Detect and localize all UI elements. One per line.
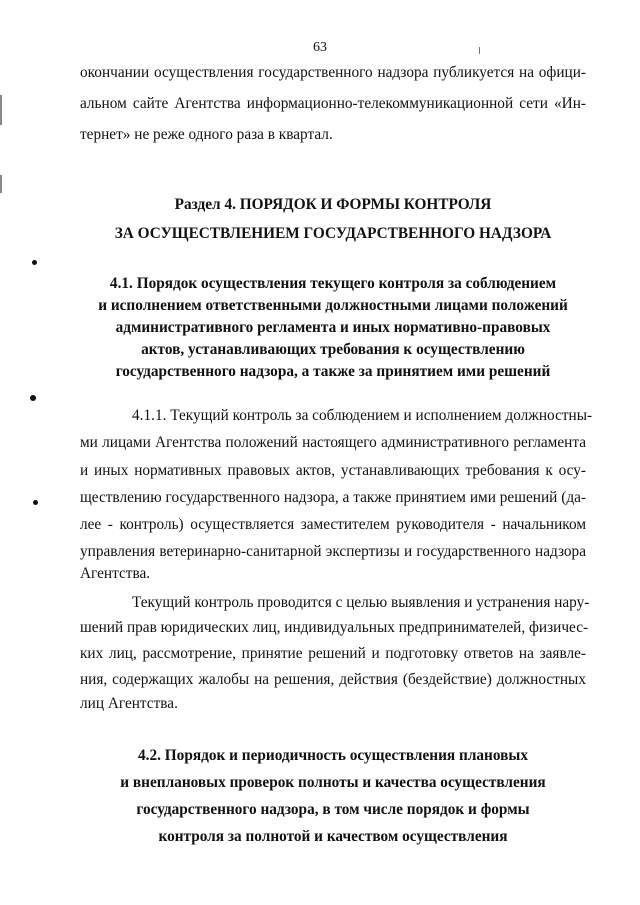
- paragraph-line: ких лиц, рассмотрение, принятие решений и подготовку ответов на заявле-: [80, 645, 586, 662]
- subsection-heading: государственного надзора, в том числе порядок и формы: [136, 801, 530, 818]
- subsection-heading: контроля за полнотой и качеством осуществления: [158, 828, 508, 845]
- intro-line: тернет» не реже одного раза в квартал.: [80, 126, 333, 143]
- paragraph-line: лиц Агентства.: [80, 695, 178, 712]
- margin-dot: [30, 395, 36, 401]
- page-number: 63: [313, 40, 327, 55]
- paragraph-line: и иных нормативных правовых актов, устанавливающих требования к осу-: [80, 462, 586, 479]
- intro-line: альном сайте Агентства информационно-телекоммуникационной сети «Ин-: [80, 95, 586, 112]
- paragraph-line: Агентства.: [80, 565, 151, 582]
- margin-dot: [32, 260, 37, 265]
- paragraph-line: Текущий контроль проводится с целью выявления и устранения нару-: [132, 594, 590, 611]
- subsection-heading: 4.2. Порядок и периодичность осуществления плановых: [138, 747, 528, 764]
- subsection-heading: 4.1. Порядок осуществления текущего контроля за соблюдением: [109, 275, 557, 292]
- subsection-heading: актов, устанавливающих требования к осуществлению: [141, 341, 525, 358]
- scan-edge-mark: [0, 175, 2, 193]
- section-heading: Раздел 4. ПОРЯДОК И ФОРМЫ КОНТРОЛЯ: [174, 196, 492, 213]
- paragraph-line: 4.1.1. Текущий контроль за соблюдением и исполнением должностны-: [132, 407, 593, 424]
- intro-line: окончании осуществления государственного надзора публикуется на офици-: [80, 64, 586, 81]
- margin-dot: [33, 500, 38, 505]
- section-heading: ЗА ОСУЩЕСТВЛЕНИЕМ ГОСУДАРСТВЕННОГО НАДЗОРА: [114, 225, 552, 242]
- paragraph-line: лее - контроль) осуществляется заместителем руководителя - начальником: [80, 516, 586, 533]
- subsection-heading: государственного надзора, а также за принятием ими решений: [115, 363, 551, 380]
- scan-tick-mark: [479, 47, 480, 54]
- paragraph-line: ния, содержащих жалобы на решения, действия (бездействие) должностных: [80, 671, 586, 688]
- paragraph-line: ми лицами Агентства положений настоящего административного регламента: [80, 434, 586, 451]
- paragraph-line: шений прав юридических лиц, индивидуальных предпринимателей, физичес-: [80, 619, 589, 636]
- scan-edge-mark: [0, 95, 2, 125]
- subsection-heading: и исполнением ответственными должностными лицами положений: [98, 297, 568, 314]
- paragraph-line: ществлению государственного надзора, а также принятием ими решений (да-: [80, 489, 586, 506]
- subsection-heading: административного регламента и иных нормативно-правовых: [115, 319, 551, 336]
- paragraph-line: управления ветеринарно-санитарной экспертизы и государственного надзора: [80, 543, 586, 560]
- subsection-heading: и внеплановых проверок полноты и качества осуществления: [120, 774, 546, 791]
